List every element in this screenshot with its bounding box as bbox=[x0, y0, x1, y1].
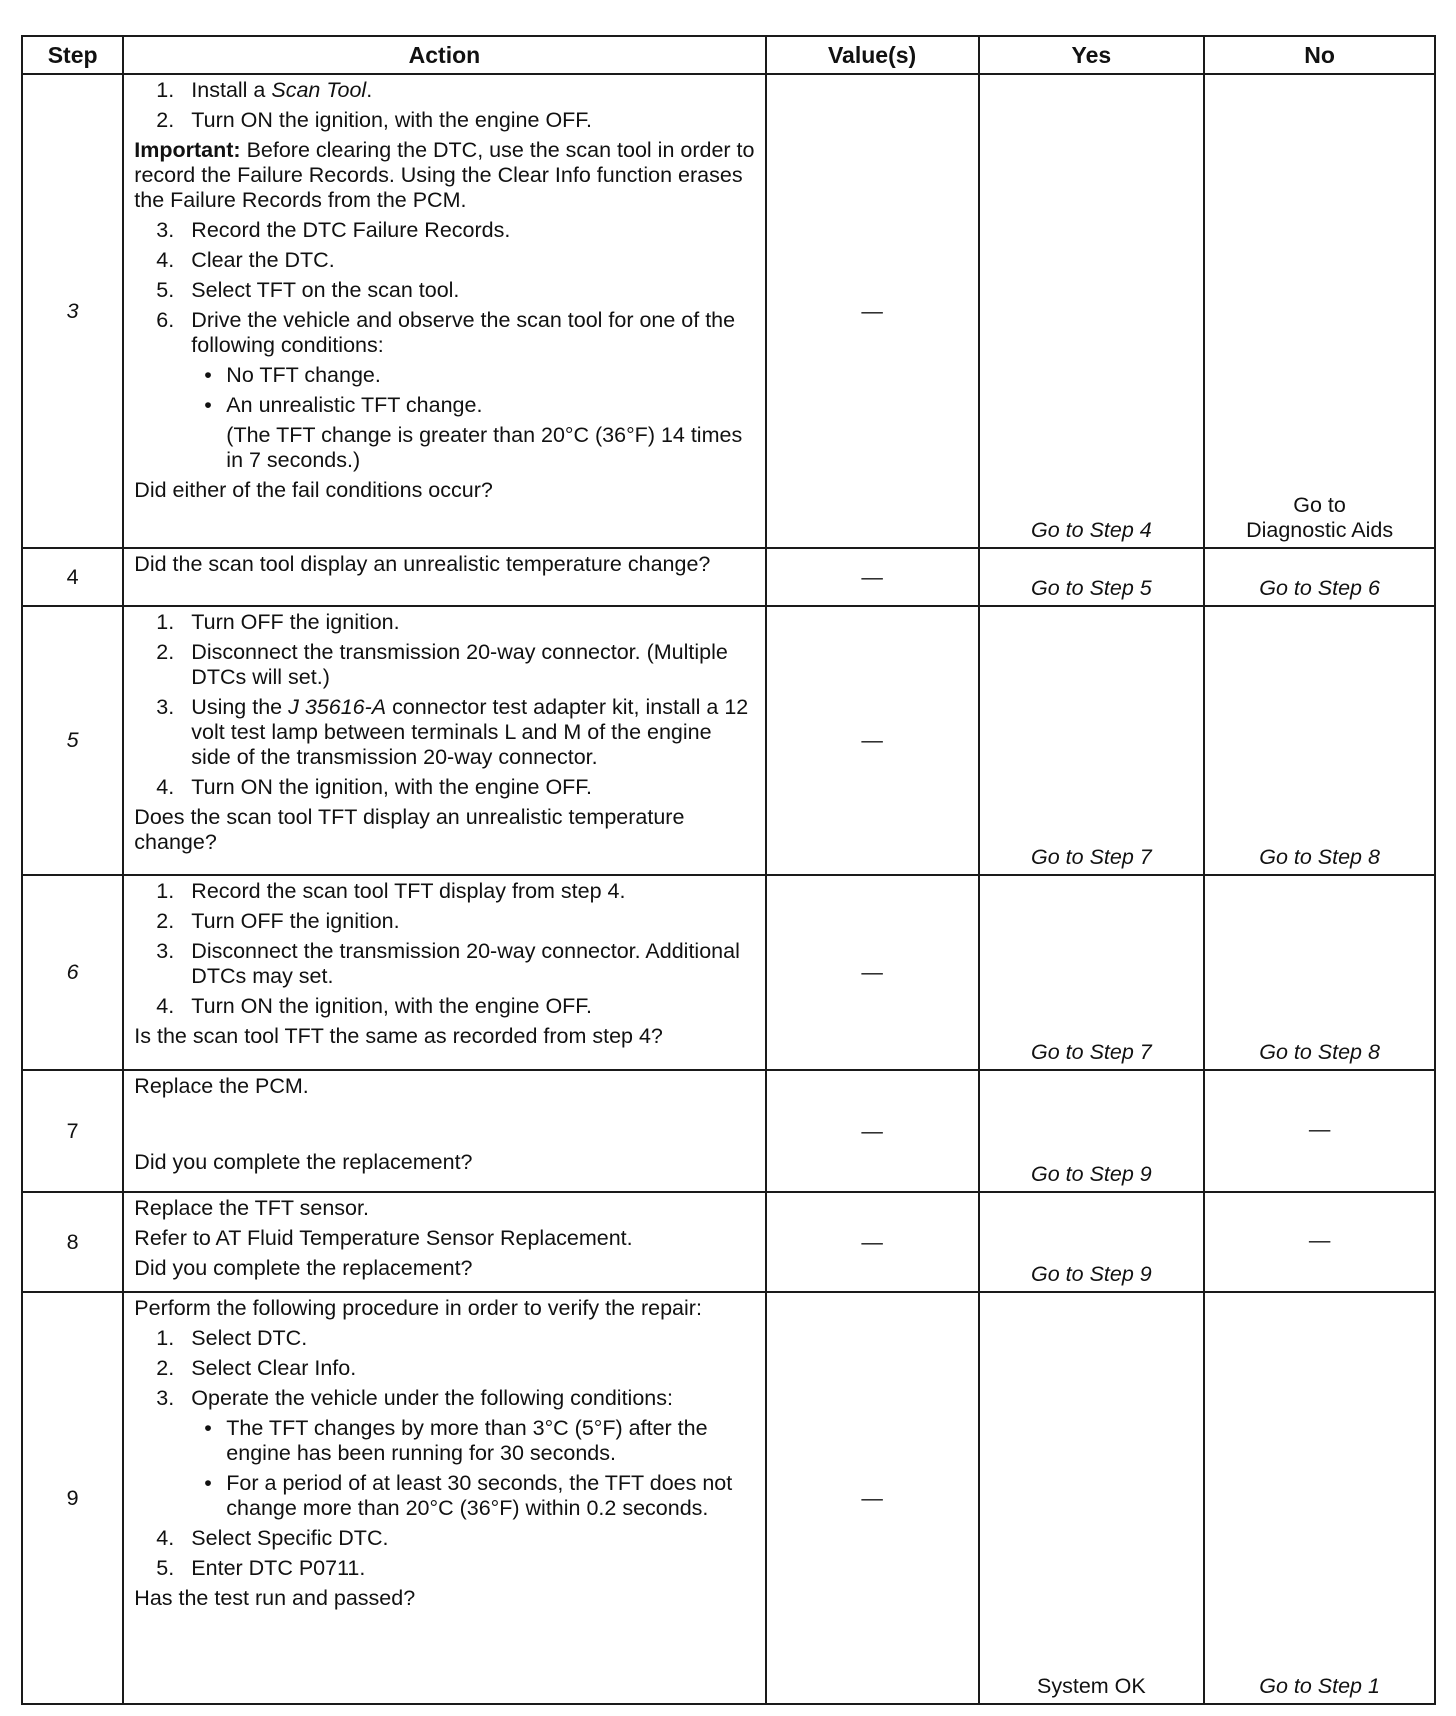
action-item: 2. Disconnect the transmission 20-way connector. (Multiple DTCs will set.) bbox=[156, 640, 728, 689]
no-cell: — bbox=[1204, 1192, 1435, 1292]
action-cell bbox=[123, 548, 765, 606]
action-cell bbox=[123, 1192, 765, 1292]
action-cell bbox=[123, 606, 765, 875]
question-text: Has the test run and passed? bbox=[134, 1586, 416, 1610]
action-item: 5. Enter DTC P0711. bbox=[156, 1556, 366, 1580]
yes-cell: Go to Step 9 bbox=[979, 1070, 1205, 1192]
yes-cell: Go to Step 4 bbox=[979, 74, 1205, 548]
header-yes: Yes bbox=[979, 36, 1205, 74]
table-row-step-6 bbox=[22, 875, 1435, 1070]
action-item: 6. Drive the vehicle and observe the scan tool for one of the following conditions: bbox=[156, 308, 736, 357]
action-text: Replace the TFT sensor. bbox=[134, 1196, 369, 1220]
no-cell: — bbox=[1204, 1070, 1435, 1192]
step-number: 8 bbox=[22, 1192, 123, 1292]
action-text: Replace the PCM. bbox=[134, 1074, 309, 1098]
question-text: Did either of the fail conditions occur? bbox=[134, 478, 493, 502]
yes-cell: Go to Step 9 bbox=[979, 1192, 1205, 1292]
action-text: Refer to AT Fluid Temperature Sensor Replacement. bbox=[134, 1226, 633, 1250]
step-number: 9 bbox=[22, 1292, 123, 1704]
question-text: Did you complete the replacement? bbox=[134, 1256, 473, 1280]
bullet-item: • The TFT changes by more than 3°C (5°F) after the engine has been running for 30 seconds. bbox=[204, 1416, 708, 1465]
action-item: 4. Select Specific DTC. bbox=[156, 1526, 389, 1550]
action-cell bbox=[123, 875, 765, 1070]
value-cell: — bbox=[766, 548, 979, 606]
value-cell: — bbox=[766, 875, 979, 1070]
header-no: No bbox=[1204, 36, 1435, 74]
value-cell: — bbox=[766, 1070, 979, 1192]
step-number: 7 bbox=[22, 1070, 123, 1192]
bullet-item: • For a period of at least 30 seconds, the TFT does not change more than 20°C (36°F) within 0.2 seconds. bbox=[204, 1471, 733, 1520]
action-cell bbox=[123, 74, 765, 548]
spacer bbox=[134, 1104, 756, 1150]
no-cell: Go to Step 8 bbox=[1204, 875, 1435, 1070]
step-number: 5 bbox=[22, 606, 123, 875]
header-action: Action bbox=[123, 36, 765, 74]
action-item: 2. Turn OFF the ignition. bbox=[156, 909, 400, 933]
action-item: 1. Select DTC. bbox=[156, 1326, 308, 1350]
action-cell bbox=[123, 1070, 765, 1192]
bullet-item: • No TFT change. bbox=[204, 363, 381, 387]
header-step: Step bbox=[22, 36, 123, 74]
value-cell: — bbox=[766, 1192, 979, 1292]
table-row-step-7 bbox=[22, 1070, 1435, 1192]
action-text: Perform the following procedure in order to verify the repair: bbox=[134, 1296, 702, 1320]
question-text: Did you complete the replacement? bbox=[134, 1150, 473, 1174]
value-cell: — bbox=[766, 606, 979, 875]
table-row-step-3 bbox=[22, 74, 1435, 548]
step-number: 3 bbox=[22, 74, 123, 548]
action-item: 4. Turn ON the ignition, with the engine OFF. bbox=[156, 775, 593, 799]
question-text: Does the scan tool TFT display an unrealistic temperature change? bbox=[134, 805, 685, 854]
action-item: 3. Operate the vehicle under the following conditions: bbox=[156, 1386, 673, 1410]
yes-cell: Go to Step 7 bbox=[979, 875, 1205, 1070]
question-text: Is the scan tool TFT the same as recorded from step 4? bbox=[134, 1024, 663, 1048]
yes-cell: System OK bbox=[979, 1292, 1205, 1704]
action-item: 1. Install a Scan Tool. bbox=[156, 78, 373, 102]
action-item: 2. Turn ON the ignition, with the engine OFF. bbox=[156, 108, 593, 132]
action-item: 5. Select TFT on the scan tool. bbox=[156, 278, 460, 302]
action-item: 3. Disconnect the transmission 20-way connector. Additional DTCs may set. bbox=[156, 939, 740, 988]
action-item: 3. Using the J 35616-A connector test adapter kit, install a 12 volt test lamp between terminals L and M of the engine side of the transmission 20-way connector. bbox=[156, 695, 749, 769]
action-item: 4. Turn ON the ignition, with the engine OFF. bbox=[156, 994, 593, 1018]
step-number: 4 bbox=[22, 548, 123, 606]
yes-cell: Go to Step 5 bbox=[979, 548, 1205, 606]
step-number: 6 bbox=[22, 875, 123, 1070]
action-item: 1. Record the scan tool TFT display from step 4. bbox=[156, 879, 626, 903]
bullet-item: • An unrealistic TFT change. bbox=[204, 393, 483, 417]
bullet-note: (The TFT change is greater than 20°C (36°F) 14 times in 7 seconds.) bbox=[226, 423, 743, 472]
header-values: Value(s) bbox=[766, 36, 979, 74]
important-note: Important: Before clearing the DTC, use the scan tool in order to record the Failure Records. Using the Clear Info function erases the Failure Records from the PCM. bbox=[134, 138, 755, 212]
value-cell: — bbox=[766, 74, 979, 548]
action-item: 4. Clear the DTC. bbox=[156, 248, 335, 272]
no-cell: Go to Step 1 bbox=[1204, 1292, 1435, 1704]
value-cell: — bbox=[766, 1292, 979, 1704]
action-item: 1. Turn OFF the ignition. bbox=[156, 610, 400, 634]
no-cell: Go to Diagnostic Aids bbox=[1204, 74, 1435, 548]
table-row-step-8 bbox=[22, 1192, 1435, 1292]
no-cell: Go to Step 6 bbox=[1204, 548, 1435, 606]
no-cell: Go to Step 8 bbox=[1204, 606, 1435, 875]
action-item: 3. Record the DTC Failure Records. bbox=[156, 218, 511, 242]
action-cell bbox=[123, 1292, 765, 1704]
action-item: 2. Select Clear Info. bbox=[156, 1356, 357, 1380]
header-row bbox=[22, 36, 1435, 74]
yes-cell: Go to Step 7 bbox=[979, 606, 1205, 875]
table-row-step-5 bbox=[22, 606, 1435, 875]
diagnostic-table bbox=[21, 35, 1436, 1705]
question-text: Did the scan tool display an unrealistic temperature change? bbox=[134, 552, 711, 576]
table-row-step-4 bbox=[22, 548, 1435, 606]
table-row-step-9 bbox=[22, 1292, 1435, 1704]
